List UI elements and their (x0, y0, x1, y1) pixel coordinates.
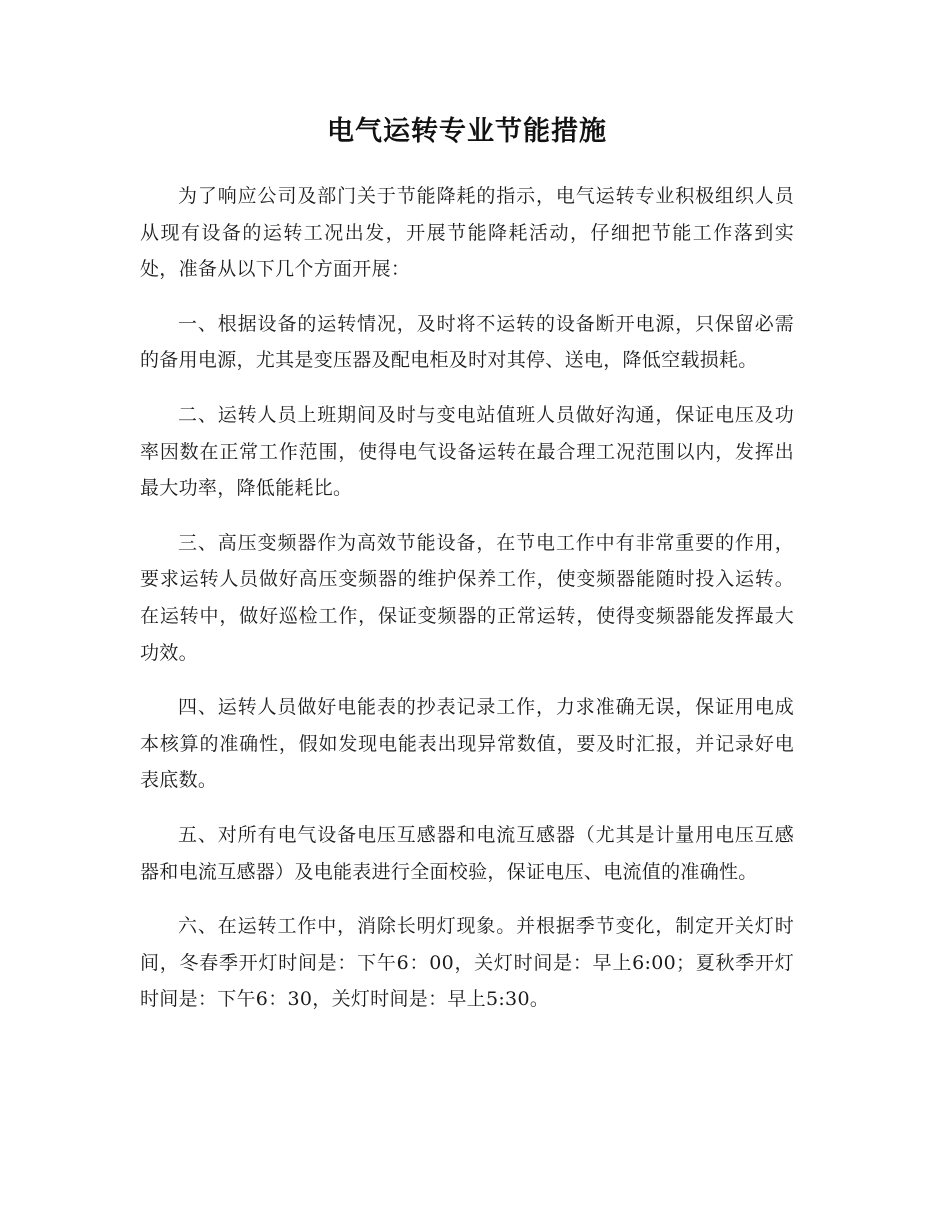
measure-paragraph-4: 四、运转人员做好电能表的抄表记录工作，力求准确无误，保证用电成本核算的准确性，假如发现电能表出现异常数值，要及时汇报，并记录好电表底数。 (140, 696, 794, 792)
measure-paragraph-1: 一、根据设备的运转情况，及时将不运转的设备断开电源，只保留必需的备用电源，尤其是变压器及配电柜及时对其停、送电，降低空载损耗。 (140, 312, 794, 372)
measure-paragraph-3: 三、高压变频器作为高效节能设备，在节电工作中有非常重要的作用，要求运转人员做好高压变频器的维护保养工作，使变频器能随时投入运转。在运转中，做好巡检工作，保证变频器的正常运转，使得变频器能发挥最大功效。 (140, 531, 794, 664)
measure-paragraph-6: 六、在运转工作中，消除长明灯现象。并根据季节变化，制定开关灯时间，冬春季开灯时间是：下午6：00，关灯时间是：早上6:00；夏秋季开灯时间是：下午6：30，关灯时间是：早上5:30。 (140, 915, 794, 1011)
document-body (140, 178, 794, 1018)
document-page (140, 108, 794, 1036)
measure-paragraph-5: 五、对所有电气设备电压互感器和电流互感器（尤其是计量用电压互感器和电流互感器）及电能表进行全面校验，保证电压、电流值的准确性。 (140, 823, 794, 883)
document-title: 电气运转专业节能措施 (327, 116, 607, 147)
intro-paragraph: 为了响应公司及部门关于节能降耗的指示，电气运转专业积极组织人员从现有设备的运转工况出发，开展节能降耗活动，仔细把节能工作落到实处，准备从以下几个方面开展： (140, 185, 794, 281)
measure-paragraph-2: 二、运转人员上班期间及时与变电站值班人员做好沟通，保证电压及功率因数在正常工作范围，使得电气设备运转在最合理工况范围以内，发挥出最大功率，降低能耗比。 (140, 403, 794, 500)
